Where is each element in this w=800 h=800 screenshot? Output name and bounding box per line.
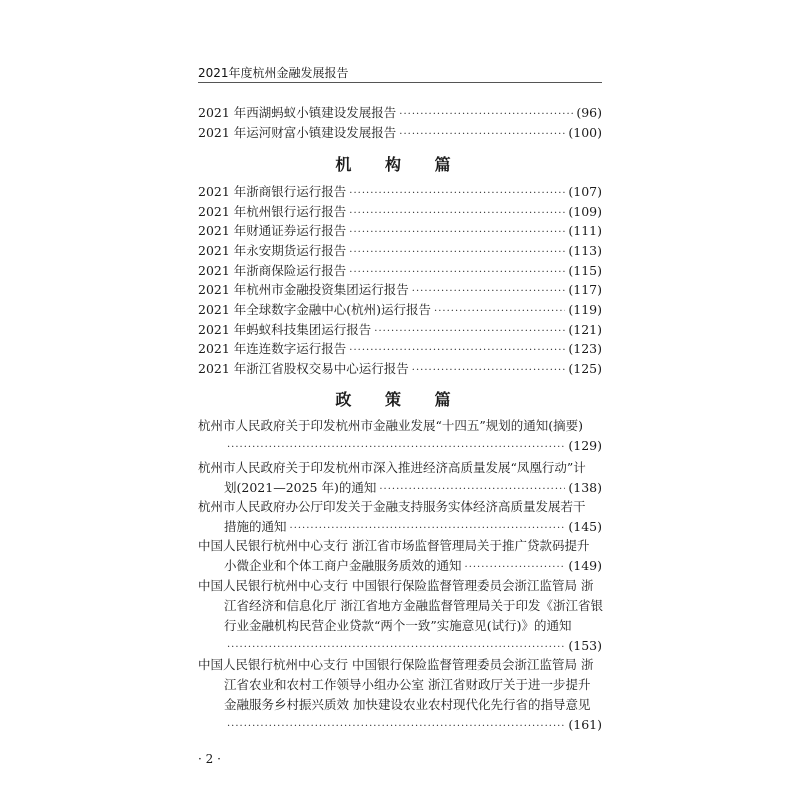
toc-entry-title: 2021 年连连数字运行报告 [198, 341, 347, 356]
toc-entry-page: (113) [568, 243, 602, 258]
dot-leader [349, 184, 565, 204]
toc-entry-page: (96) [576, 105, 602, 120]
toc-entry-page: (121) [568, 322, 602, 337]
toc-entry[interactable] [198, 300, 602, 320]
toc-entry-title-line: 杭州市人民政府关于印发杭州市深入推进经济高质量发展“凤凰行动”计 [198, 460, 586, 475]
toc-entry-page: (111) [568, 223, 602, 238]
toc-entry-title: 2021 年财通证券运行报告 [198, 223, 347, 238]
toc-entry[interactable] [198, 458, 602, 498]
dot-leader [399, 125, 565, 145]
toc-entry-title: 划(2021—2025 年)的通知 [224, 480, 377, 495]
section-heading-institutions: 机 构 篇 [335, 155, 465, 174]
toc-entry-title: 2021 年浙江省股权交易中心运行报告 [198, 361, 409, 376]
toc-entry[interactable] [198, 576, 602, 656]
toc-entry-title: 2021 年运河财富小镇建设发展报告 [198, 125, 397, 140]
toc-entry-page: (109) [568, 204, 602, 219]
toc-entry-title: 2021 年全球数字金融中心(杭州)运行报告 [198, 302, 432, 317]
toc-entry-title-line: 行业金融机构民营企业贷款“两个一致”实施意见(试行)》的通知 [224, 618, 572, 633]
toc-entry-title-line: 江省农业和农村工作领导小组办公室 浙江省财政厅关于进一步提升 [224, 677, 591, 692]
toc-entry-title: 措施的通知 [224, 519, 287, 534]
toc-entry-title: 2021 年永安期货运行报告 [198, 243, 347, 258]
toc-entry-title: 小微企业和个体工商户金融服务质效的通知 [224, 558, 462, 573]
toc-entry[interactable] [198, 655, 602, 735]
toc-entry[interactable] [198, 359, 602, 379]
toc-entry-page: (107) [568, 184, 602, 199]
dot-leader [227, 717, 565, 737]
dot-leader [399, 105, 573, 125]
dot-leader [349, 341, 565, 361]
page-number: · 2 · [198, 752, 221, 766]
toc-entry-page: (145) [568, 519, 602, 534]
toc-entry[interactable] [198, 497, 602, 537]
toc-entry[interactable] [198, 320, 602, 340]
dot-leader [434, 302, 565, 322]
toc-entry-page: (119) [568, 302, 602, 317]
toc-entry-page: (123) [568, 341, 602, 356]
toc-entry[interactable] [198, 103, 602, 123]
toc-entry-title: 2021 年蚂蚁科技集团运行报告 [198, 322, 372, 337]
toc-entry-title: 2021 年西湖蚂蚁小镇建设发展报告 [198, 105, 397, 120]
dot-leader [349, 243, 565, 263]
toc-entry-title-line: 中国人民银行杭州中心支行 中国银行保险监督管理委员会浙江监管局 浙 [198, 578, 594, 593]
toc-entry-page: (161) [568, 717, 602, 732]
dot-leader [412, 282, 566, 302]
toc-entry[interactable] [198, 536, 602, 576]
dot-leader [349, 223, 565, 243]
toc-entry-title: 2021 年杭州银行运行报告 [198, 204, 347, 219]
toc-entry[interactable] [198, 416, 602, 456]
toc-entry-page: (115) [568, 263, 602, 278]
toc-entry-title-line: 中国人民银行杭州中心支行 中国银行保险监督管理委员会浙江监管局 浙 [198, 657, 594, 672]
toc-entry-page: (125) [568, 361, 602, 376]
toc-entry-title-line: 杭州市人民政府关于印发杭州市金融业发展“十四五”规划的通知(摘要) [198, 418, 584, 433]
toc-entry-title: 2021 年浙商保险运行报告 [198, 263, 347, 278]
dot-leader [465, 558, 566, 578]
toc-entry-title-line: 杭州市人民政府办公厅印发关于金融支持服务实体经济高质量发展若干 [198, 499, 586, 514]
toc-entry-title-line: 中国人民银行杭州中心支行 浙江省市场监督管理局关于推广贷款码提升 [198, 538, 590, 553]
toc-entry-page: (138) [568, 480, 602, 495]
toc-entry-title-line: 江省经济和信息化厅 浙江省地方金融监督管理局关于印发《浙江省银 [224, 598, 603, 613]
toc-entry-title: 2021 年浙商银行运行报告 [198, 184, 347, 199]
toc-entry-page: (149) [568, 558, 602, 573]
toc-entry-page: (117) [568, 282, 602, 297]
toc-entry[interactable] [198, 221, 602, 241]
toc-entry[interactable] [198, 280, 602, 300]
toc-entry[interactable] [198, 202, 602, 222]
toc-entry[interactable] [198, 339, 602, 359]
header-rule [198, 82, 602, 83]
toc-entry-title: 2021 年杭州市金融投资集团运行报告 [198, 282, 409, 297]
toc-entry-page: (153) [568, 638, 602, 653]
dot-leader [412, 361, 566, 381]
toc-entry-page: (129) [568, 438, 602, 453]
toc-entry[interactable] [198, 241, 602, 261]
toc-entry-page: (100) [568, 125, 602, 140]
running-head: 2021年度杭州金融发展报告 [198, 66, 349, 80]
toc-entry-title-line: 金融服务乡村振兴质效 加快建设农业农村现代化先行省的指导意见 [224, 697, 591, 712]
toc-entry[interactable] [198, 261, 602, 281]
toc-entry[interactable] [198, 123, 602, 143]
section-heading-policy: 政 策 篇 [335, 390, 465, 409]
dot-leader [227, 438, 565, 458]
toc-entry[interactable] [198, 182, 602, 202]
